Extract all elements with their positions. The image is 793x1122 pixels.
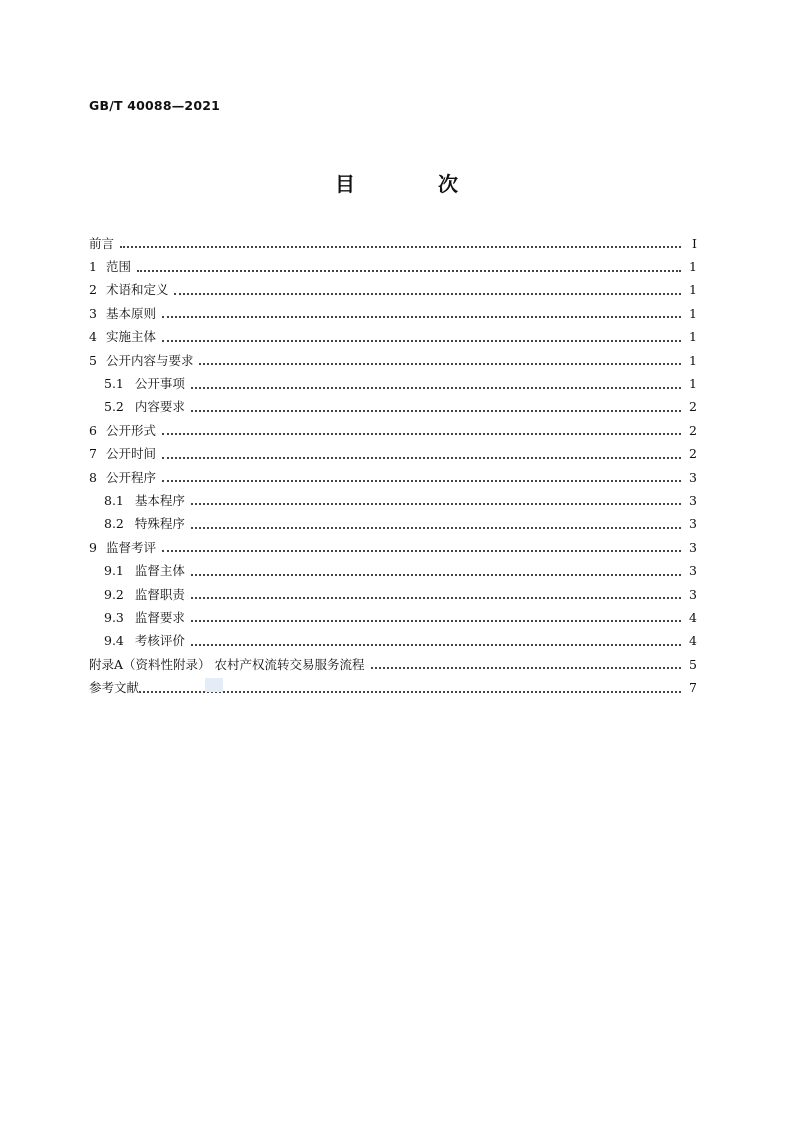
toc-leader-dots: [191, 526, 681, 529]
table-of-contents: [89, 232, 697, 700]
toc-entry-number: 8.2: [104, 516, 124, 532]
toc-entry-5-2[interactable]: [89, 396, 697, 419]
toc-entry-page: 1: [689, 352, 697, 368]
toc-entry-page: 2: [689, 446, 697, 462]
toc-leader-dots: [162, 479, 681, 482]
toc-entry-page: 3: [689, 563, 697, 579]
toc-entry-number: 8.1: [104, 492, 124, 508]
toc-entry-page: 3: [689, 516, 697, 532]
toc-leader-dots: [162, 315, 681, 318]
toc-leader-dots: [191, 502, 681, 505]
toc-entry-number: 9.4: [104, 633, 124, 649]
toc-entry-label: 监督主体: [134, 563, 185, 579]
toc-leader-dots: [371, 666, 681, 669]
toc-leader-dots: [162, 549, 681, 552]
toc-entry-bibliography[interactable]: [89, 676, 697, 699]
toc-entry-label: 监督考评: [105, 539, 156, 555]
toc-entry-6[interactable]: [89, 419, 697, 442]
toc-entry-label: 附录A（资料性附录） 农村产权流转交易服务流程: [89, 656, 365, 672]
toc-entry-label: 基本原则: [105, 305, 156, 321]
toc-entry-page: 1: [689, 282, 697, 298]
toc-entry-7[interactable]: [89, 443, 697, 466]
toc-entry-9-4[interactable]: [89, 630, 697, 653]
toc-leader-dots: [191, 619, 681, 622]
toc-entry-page: 5: [689, 656, 697, 672]
toc-entry-2[interactable]: [89, 279, 697, 302]
toc-entry-appendix-a[interactable]: [89, 653, 697, 676]
toc-entry-label: 范围: [105, 259, 131, 275]
toc-entry-page: 1: [689, 329, 697, 345]
toc-entry-number: 3: [89, 305, 97, 321]
toc-entry-foreword[interactable]: [89, 232, 697, 255]
toc-leader-dots: [137, 269, 681, 272]
toc-entry-page: 1: [689, 376, 697, 392]
toc-leader-dots: [191, 573, 681, 576]
toc-entry-4[interactable]: [89, 326, 697, 349]
toc-entry-page: 7: [689, 680, 697, 696]
toc-entry-label: 公开形式: [105, 422, 156, 438]
toc-entry-page: Ⅰ: [692, 235, 697, 251]
toc-entry-page: 4: [689, 633, 697, 649]
toc-entry-1[interactable]: [89, 255, 697, 278]
toc-entry-8-1[interactable]: [89, 489, 697, 512]
toc-leader-dots: [191, 596, 681, 599]
toc-entry-5[interactable]: [89, 349, 697, 372]
toc-entry-label: 监督职责: [134, 586, 185, 602]
toc-entry-page: 3: [689, 469, 697, 485]
toc-entry-label: 前言: [89, 235, 115, 251]
toc-title: 目 次: [335, 172, 496, 196]
toc-entry-number: 9.2: [104, 586, 124, 602]
toc-entry-number: 2: [89, 282, 97, 298]
toc-leader-dots: [191, 643, 681, 646]
toc-entry-page: 1: [689, 305, 697, 321]
toc-entry-label: 公开事项: [134, 376, 185, 392]
toc-entry-number: 5: [89, 352, 97, 368]
toc-entry-number: 6: [89, 422, 97, 438]
toc-entry-number: 9.1: [104, 563, 124, 579]
toc-leader-dots: [120, 245, 681, 248]
toc-entry-9[interactable]: [89, 536, 697, 559]
toc-entry-number: 4: [89, 329, 97, 345]
toc-entry-page: 3: [689, 539, 697, 555]
toc-entry-label: 特殊程序: [134, 516, 185, 532]
toc-entry-page: 2: [689, 399, 697, 415]
toc-entry-number: 5.1: [104, 376, 124, 392]
toc-entry-number: 8: [89, 469, 97, 485]
toc-entry-number: 1: [89, 259, 97, 275]
toc-entry-label: 实施主体: [105, 329, 156, 345]
toc-entry-label: 公开时间: [105, 446, 156, 462]
toc-leader-dots: [174, 292, 681, 295]
toc-entry-label: 公开程序: [105, 469, 156, 485]
toc-entry-label: 考核评价: [134, 633, 185, 649]
toc-entry-label: 参考文献: [89, 680, 140, 696]
toc-entry-number: 7: [89, 446, 97, 462]
toc-entry-number: 5.2: [104, 399, 124, 415]
toc-entry-page: 2: [689, 422, 697, 438]
toc-entry-page: 3: [689, 492, 697, 508]
toc-leader-dots: [199, 362, 681, 365]
highlight-mark: [205, 678, 223, 692]
standard-code: GB/T 40088—2021: [89, 98, 221, 113]
toc-entry-label: 基本程序: [134, 492, 185, 508]
toc-entry-page: 1: [689, 259, 697, 275]
toc-entry-label: 公开内容与要求: [105, 352, 194, 368]
toc-leader-dots: [162, 456, 681, 459]
toc-entry-5-1[interactable]: [89, 372, 697, 395]
toc-entry-3[interactable]: [89, 302, 697, 325]
toc-entry-label: 内容要求: [134, 399, 185, 415]
toc-entry-9-2[interactable]: [89, 583, 697, 606]
toc-entry-8[interactable]: [89, 466, 697, 489]
toc-entry-label: 监督要求: [134, 609, 185, 625]
toc-leader-dots: [162, 432, 681, 435]
toc-leader-dots: [191, 386, 681, 389]
toc-leader-dots: [191, 409, 681, 412]
toc-entry-9-1[interactable]: [89, 559, 697, 582]
toc-entry-number: 9.3: [104, 609, 124, 625]
toc-entry-number: 9: [89, 539, 97, 555]
toc-entry-page: 3: [689, 586, 697, 602]
toc-entry-9-3[interactable]: [89, 606, 697, 629]
toc-entry-8-2[interactable]: [89, 513, 697, 536]
toc-entry-page: 4: [689, 609, 697, 625]
toc-leader-dots: [162, 339, 681, 342]
toc-entry-label: 术语和定义: [105, 282, 169, 298]
